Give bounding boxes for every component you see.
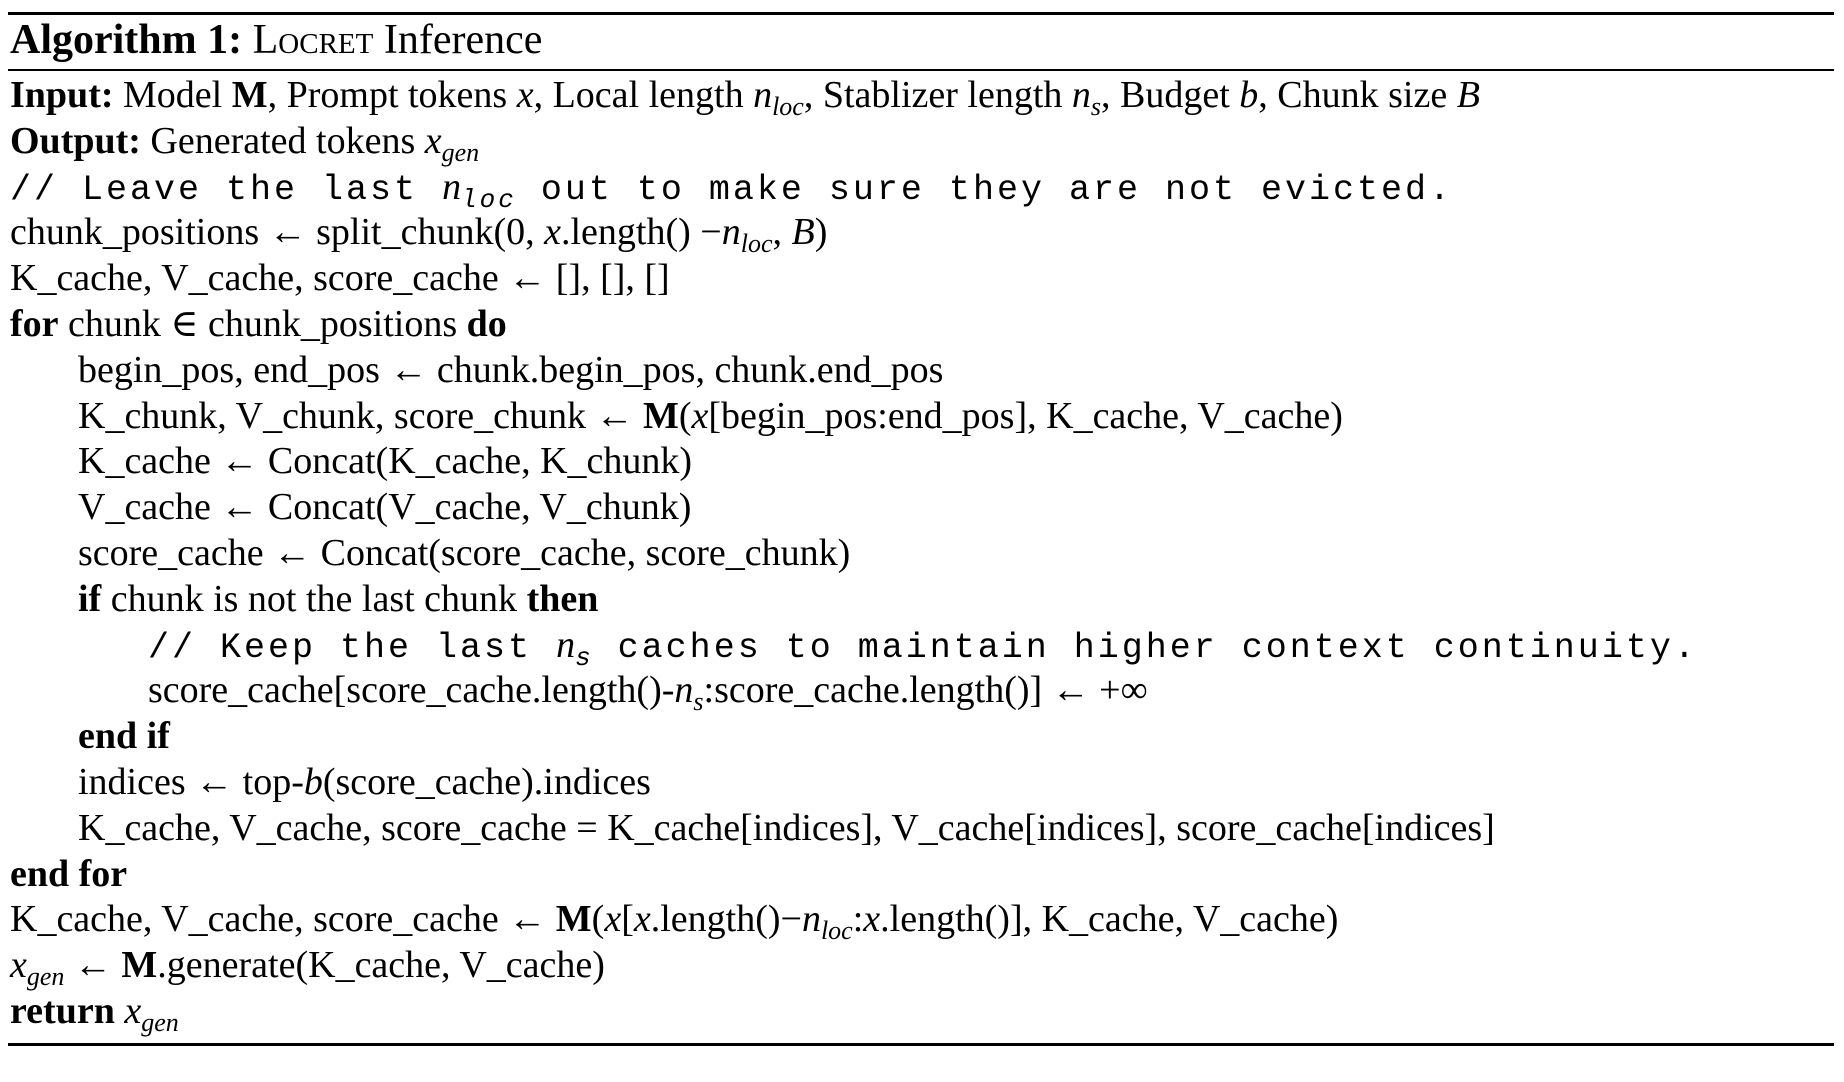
var-B: B — [791, 211, 815, 254]
sub-loc: loc — [772, 92, 804, 121]
input-budget-text: , Budget — [1101, 74, 1240, 116]
bottom-rule — [8, 1043, 1834, 1046]
input-prompt-text: , Prompt tokens — [267, 74, 517, 116]
input-stab-text: , Stablizer length — [803, 74, 1072, 116]
comment-text: caches to maintain higher context continuity. — [593, 627, 1698, 668]
comment-line — [8, 165, 1834, 215]
sub-s: s — [693, 687, 704, 717]
comment-line — [8, 623, 1834, 673]
code-line — [8, 760, 1834, 806]
caption-name: Locret — [252, 17, 374, 63]
code-line — [8, 256, 1834, 302]
code-text: begin_pos, end_pos ← chunk.begin_pos, chunk.end_pos — [78, 348, 944, 391]
if-keyword: if — [78, 577, 102, 620]
endif-keyword: end if — [78, 715, 170, 758]
code-text: ) — [814, 211, 828, 254]
for-keyword: for — [10, 302, 59, 345]
return-line — [8, 989, 1834, 1035]
endfor-keyword: end for — [10, 852, 128, 895]
code-line — [8, 806, 1834, 852]
sub-loc: loc — [461, 184, 517, 215]
code-text: , — [772, 211, 792, 254]
code-text: K_cache, V_cache, score_cache ← [], [], [] — [10, 257, 670, 300]
code-text: [ — [621, 898, 634, 941]
var-x: x — [124, 989, 142, 1032]
model-symbol: M — [231, 74, 268, 116]
sub-loc: loc — [740, 229, 773, 259]
code-text: :score_cache.length()] ← +∞ — [703, 669, 1148, 712]
code-text: .generate(K_cache, V_cache) — [157, 944, 605, 987]
var-x: x — [544, 211, 561, 254]
if-line — [8, 577, 1834, 623]
model-symbol: M — [555, 898, 592, 941]
code-text: chunk_positions ← split_chunk(0, — [10, 211, 545, 254]
code-text: ← — [64, 944, 122, 987]
code-line — [8, 485, 1834, 531]
do-keyword: do — [466, 302, 507, 345]
code-line — [8, 531, 1834, 577]
output-text: Generated tokens — [140, 119, 425, 162]
var-B: B — [1456, 74, 1480, 116]
var-b: b — [1239, 74, 1259, 116]
var-x: x — [424, 119, 442, 162]
comment-text: // Leave the last — [10, 169, 443, 210]
var-n: n — [721, 211, 741, 254]
code-text: K_cache, V_cache, score_cache = K_cache[indices], V_cache[indices], score_cache[indices] — [78, 806, 1495, 849]
sub-loc: loc — [820, 916, 853, 946]
var-x: x — [10, 944, 27, 987]
code-line — [8, 943, 1834, 992]
algorithm-caption — [8, 15, 1834, 69]
input-line — [8, 73, 1834, 119]
output-line — [8, 119, 1834, 165]
sub-s: s — [1090, 92, 1102, 121]
var-x: x — [691, 394, 709, 437]
code-text: indices ← top- — [78, 760, 304, 803]
code-text: K_chunk, V_chunk, score_chunk ← — [78, 394, 643, 437]
algorithm-body — [8, 71, 1834, 1035]
endfor-line — [8, 852, 1834, 898]
code-text: K_cache, V_cache, score_cache ← — [10, 898, 556, 941]
var-n: n — [1071, 74, 1091, 116]
caption-suffix: Inference — [383, 17, 543, 63]
code-text: score_cache ← Concat(score_cache, score_chunk) — [78, 531, 851, 574]
var-n: n — [801, 898, 821, 941]
var-x: x — [633, 898, 651, 941]
comment-text: // Keep the last — [148, 627, 557, 668]
caption-prefix: Algorithm 1: — [10, 17, 243, 63]
code-line — [8, 394, 1834, 440]
code-text: .length() − — [560, 211, 722, 254]
input-local-text: , Local length — [533, 74, 754, 116]
input-label: Input: — [10, 74, 114, 116]
var-n: n — [674, 669, 694, 712]
code-text: chunk is not the last chunk — [101, 577, 527, 620]
endif-line — [8, 714, 1834, 760]
var-b: b — [303, 760, 323, 803]
input-model-text: Model — [123, 74, 232, 116]
return-keyword: return — [10, 989, 115, 1032]
output-label: Output: — [10, 119, 141, 162]
var-x: x — [863, 898, 881, 941]
code-text: K_cache ← Concat(K_cache, K_chunk) — [78, 440, 693, 483]
model-symbol: M — [642, 394, 679, 437]
var-n: n — [753, 74, 773, 116]
sub-s: s — [575, 642, 594, 673]
code-text: score_cache[score_cache.length()- — [148, 669, 675, 712]
var-x: x — [516, 74, 534, 116]
code-text: .length()− — [650, 898, 802, 941]
sub-gen: gen — [141, 1007, 179, 1037]
code-line — [8, 439, 1834, 485]
code-line — [8, 668, 1834, 717]
for-line — [8, 302, 1834, 348]
sub-gen: gen — [26, 962, 65, 992]
input-chunk-text: , Chunk size — [1258, 74, 1457, 116]
model-symbol: M — [121, 944, 158, 987]
code-text: : — [852, 898, 864, 941]
then-keyword: then — [526, 577, 599, 620]
var-n: n — [556, 623, 576, 666]
code-line — [8, 210, 1834, 259]
code-text: chunk ∈ chunk_positions — [58, 302, 467, 345]
code-text: ( — [678, 394, 692, 437]
var-n: n — [442, 165, 462, 208]
code-text: V_cache ← Concat(V_cache, V_chunk) — [78, 486, 692, 529]
code-text: .length()], K_cache, V_cache) — [880, 898, 1339, 941]
sub-gen: gen — [441, 137, 480, 167]
code-text: [begin_pos:end_pos], K_cache, V_cache) — [708, 394, 1343, 437]
code-line — [8, 348, 1834, 394]
code-line — [8, 897, 1834, 946]
comment-text: out to make sure they are not evicted. — [516, 169, 1454, 210]
var-x: x — [604, 898, 622, 941]
code-text: (score_cache).indices — [322, 760, 651, 803]
code-text: ( — [591, 898, 605, 941]
algorithm-block — [8, 12, 1834, 1046]
